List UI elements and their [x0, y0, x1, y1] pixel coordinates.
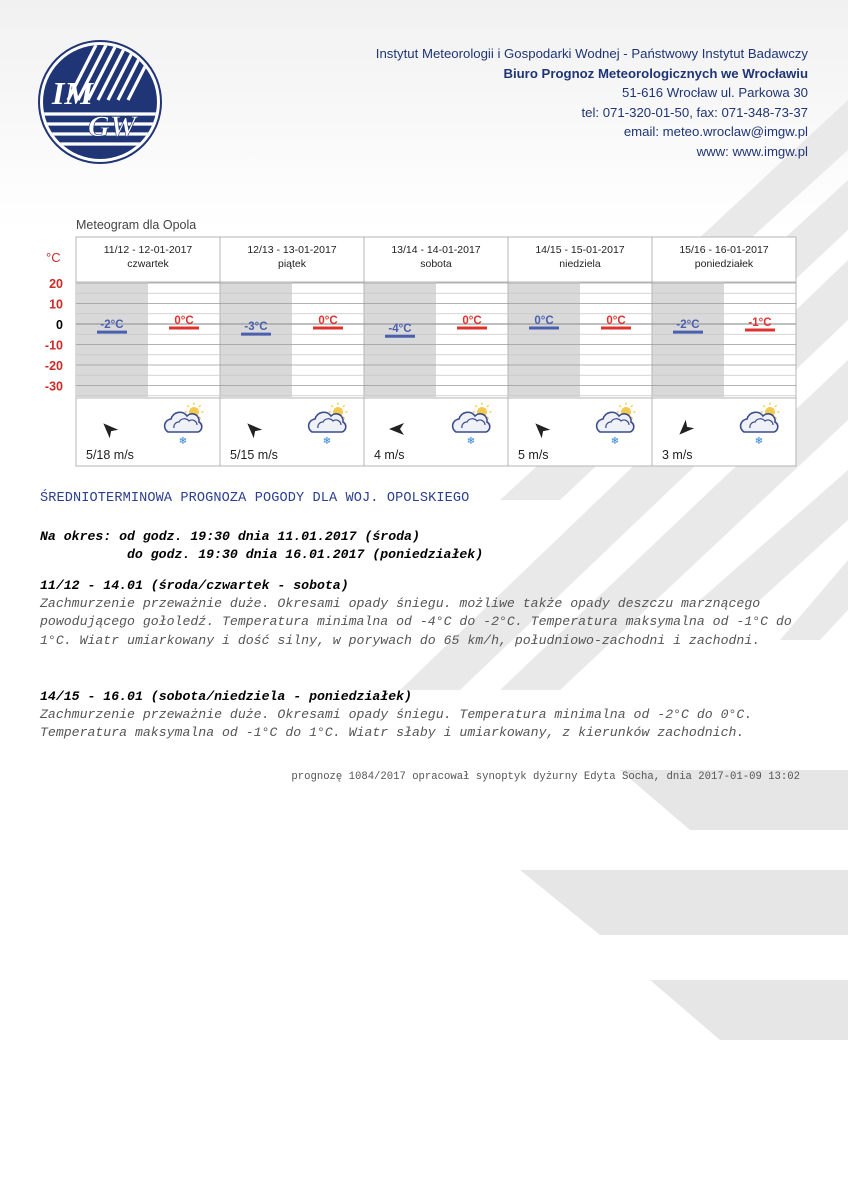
- forecast-period: [40, 528, 483, 564]
- forecast-part-1: [40, 577, 810, 650]
- office-name: Biuro Prognoz Meteorologicznych we Wrocławiu: [503, 65, 808, 81]
- max-temp-label: 0°C: [318, 315, 338, 327]
- office-address: 51-616 Wrocław ul. Parkowa 30: [622, 85, 808, 100]
- wind-speed: 5/15 m/s: [230, 448, 278, 462]
- night-shade: [220, 282, 292, 398]
- office-phone: tel: 071-320-01-50, fax: 071-348-73-37: [581, 104, 808, 120]
- day-name: piątek: [277, 258, 307, 270]
- y-tick-label: 10: [49, 297, 63, 312]
- y-tick-label: -10: [44, 338, 63, 353]
- forecast-part-2: [40, 688, 810, 743]
- office-website[interactable]: www: www.imgw.pl: [696, 143, 808, 159]
- min-temp-label: -2°C: [100, 319, 124, 332]
- logo-text-bottom: GW: [88, 110, 137, 143]
- part-2-title: 14/15 - 16.01 (sobota/niedziela - poniedziałek): [40, 689, 412, 704]
- day-name: poniedziałek: [694, 258, 754, 270]
- part-1-title: 11/12 - 14.01 (środa/czwartek - sobota): [40, 578, 349, 593]
- min-temp-label: -3°C: [244, 321, 268, 334]
- svg-text:❄: ❄: [754, 436, 764, 447]
- max-temp-label: -1°C: [748, 317, 772, 330]
- y-tick-label: 0: [56, 318, 63, 332]
- day-name: niedziela: [559, 258, 601, 270]
- max-temp-label: 0°C: [606, 315, 626, 327]
- institute-name: Instytut Meteorologii i Gospodarki Wodnej - Państwowy Instytut Badawczy: [375, 46, 808, 61]
- y-tick-label: 20: [49, 277, 63, 291]
- logo-text-top: IM: [52, 75, 93, 111]
- day-name: sobota: [420, 258, 452, 270]
- night-shade: [652, 282, 724, 398]
- office-email[interactable]: email: meteo.wroclaw@imgw.pl: [623, 124, 808, 139]
- day-range: 14/15 - 15-01-2017: [535, 244, 625, 256]
- svg-text:❄: ❄: [610, 436, 620, 447]
- day-range: 11/12 - 12-01-2017: [103, 244, 193, 256]
- min-temp-label: 0°C: [534, 315, 554, 327]
- day-name: czwartek: [127, 258, 169, 270]
- night-shade: [76, 282, 148, 398]
- period-line-from: Na okres: od godz. 19:30 dnia 11.01.2017 (środa): [40, 529, 420, 544]
- svg-text:❄: ❄: [466, 436, 476, 447]
- wind-speed: 4 m/s: [374, 448, 405, 462]
- day-range: 15/16 - 16-01-2017: [679, 244, 769, 256]
- max-temp-label: 0°C: [174, 315, 194, 327]
- forecast-footer: prognozę 1084/2017 opracował synoptyk dyżurny Edyta Socha, dnia 2017-01-09 13:02: [291, 771, 800, 783]
- y-tick-label: -20: [44, 359, 63, 373]
- night-shade: [508, 282, 580, 398]
- max-temp-label: 0°C: [462, 315, 482, 327]
- forecast-title: ŚREDNIOTERMINOWA PROGNOZA POGODY DLA WOJ. OPOLSKIEGO: [40, 491, 470, 506]
- wind-speed: 5/18 m/s: [86, 448, 134, 462]
- wind-speed: 3 m/s: [662, 448, 693, 462]
- meteogram-title: Meteogram dla Opola: [76, 218, 197, 232]
- night-shade: [364, 282, 436, 398]
- y-tick-label: -30: [44, 379, 63, 394]
- part-2-text: Zachmurzenie przeważnie duże. Okresami opady śniegu. Temperatura minimalna od -2°C do 0°C. Temperatura maksymalna od -1°C do 1°C. Wiatr słaby i umiarkowany, z kierunków zachodnich.: [40, 707, 753, 741]
- svg-text:❄: ❄: [322, 436, 332, 447]
- min-temp-label: -4°C: [388, 323, 412, 336]
- part-1-text: Zachmurzenie przeważnie duże. Okresami opady śniegu. możliwe także opady deszczu marznącego powodującego gołoledź. Temperatura minimalna od -4°C do -2°C. Temperatura maksymalna od -1°C do 1°C. Wiatr umiarkowany i dość silny, w porywach do 65 km/h, południowo-zachodni i zachodni.: [40, 596, 792, 648]
- meteogram: [0, 0, 848, 480]
- svg-text:❄: ❄: [178, 436, 188, 447]
- day-range: 13/14 - 14-01-2017: [391, 244, 481, 256]
- min-temp-label: -2°C: [676, 319, 700, 332]
- wind-speed: 5 m/s: [518, 448, 549, 462]
- axis-unit: °C: [46, 250, 61, 265]
- day-range: 12/13 - 13-01-2017: [247, 244, 337, 256]
- period-line-to: do godz. 19:30 dnia 16.01.2017 (poniedziałek): [127, 547, 484, 562]
